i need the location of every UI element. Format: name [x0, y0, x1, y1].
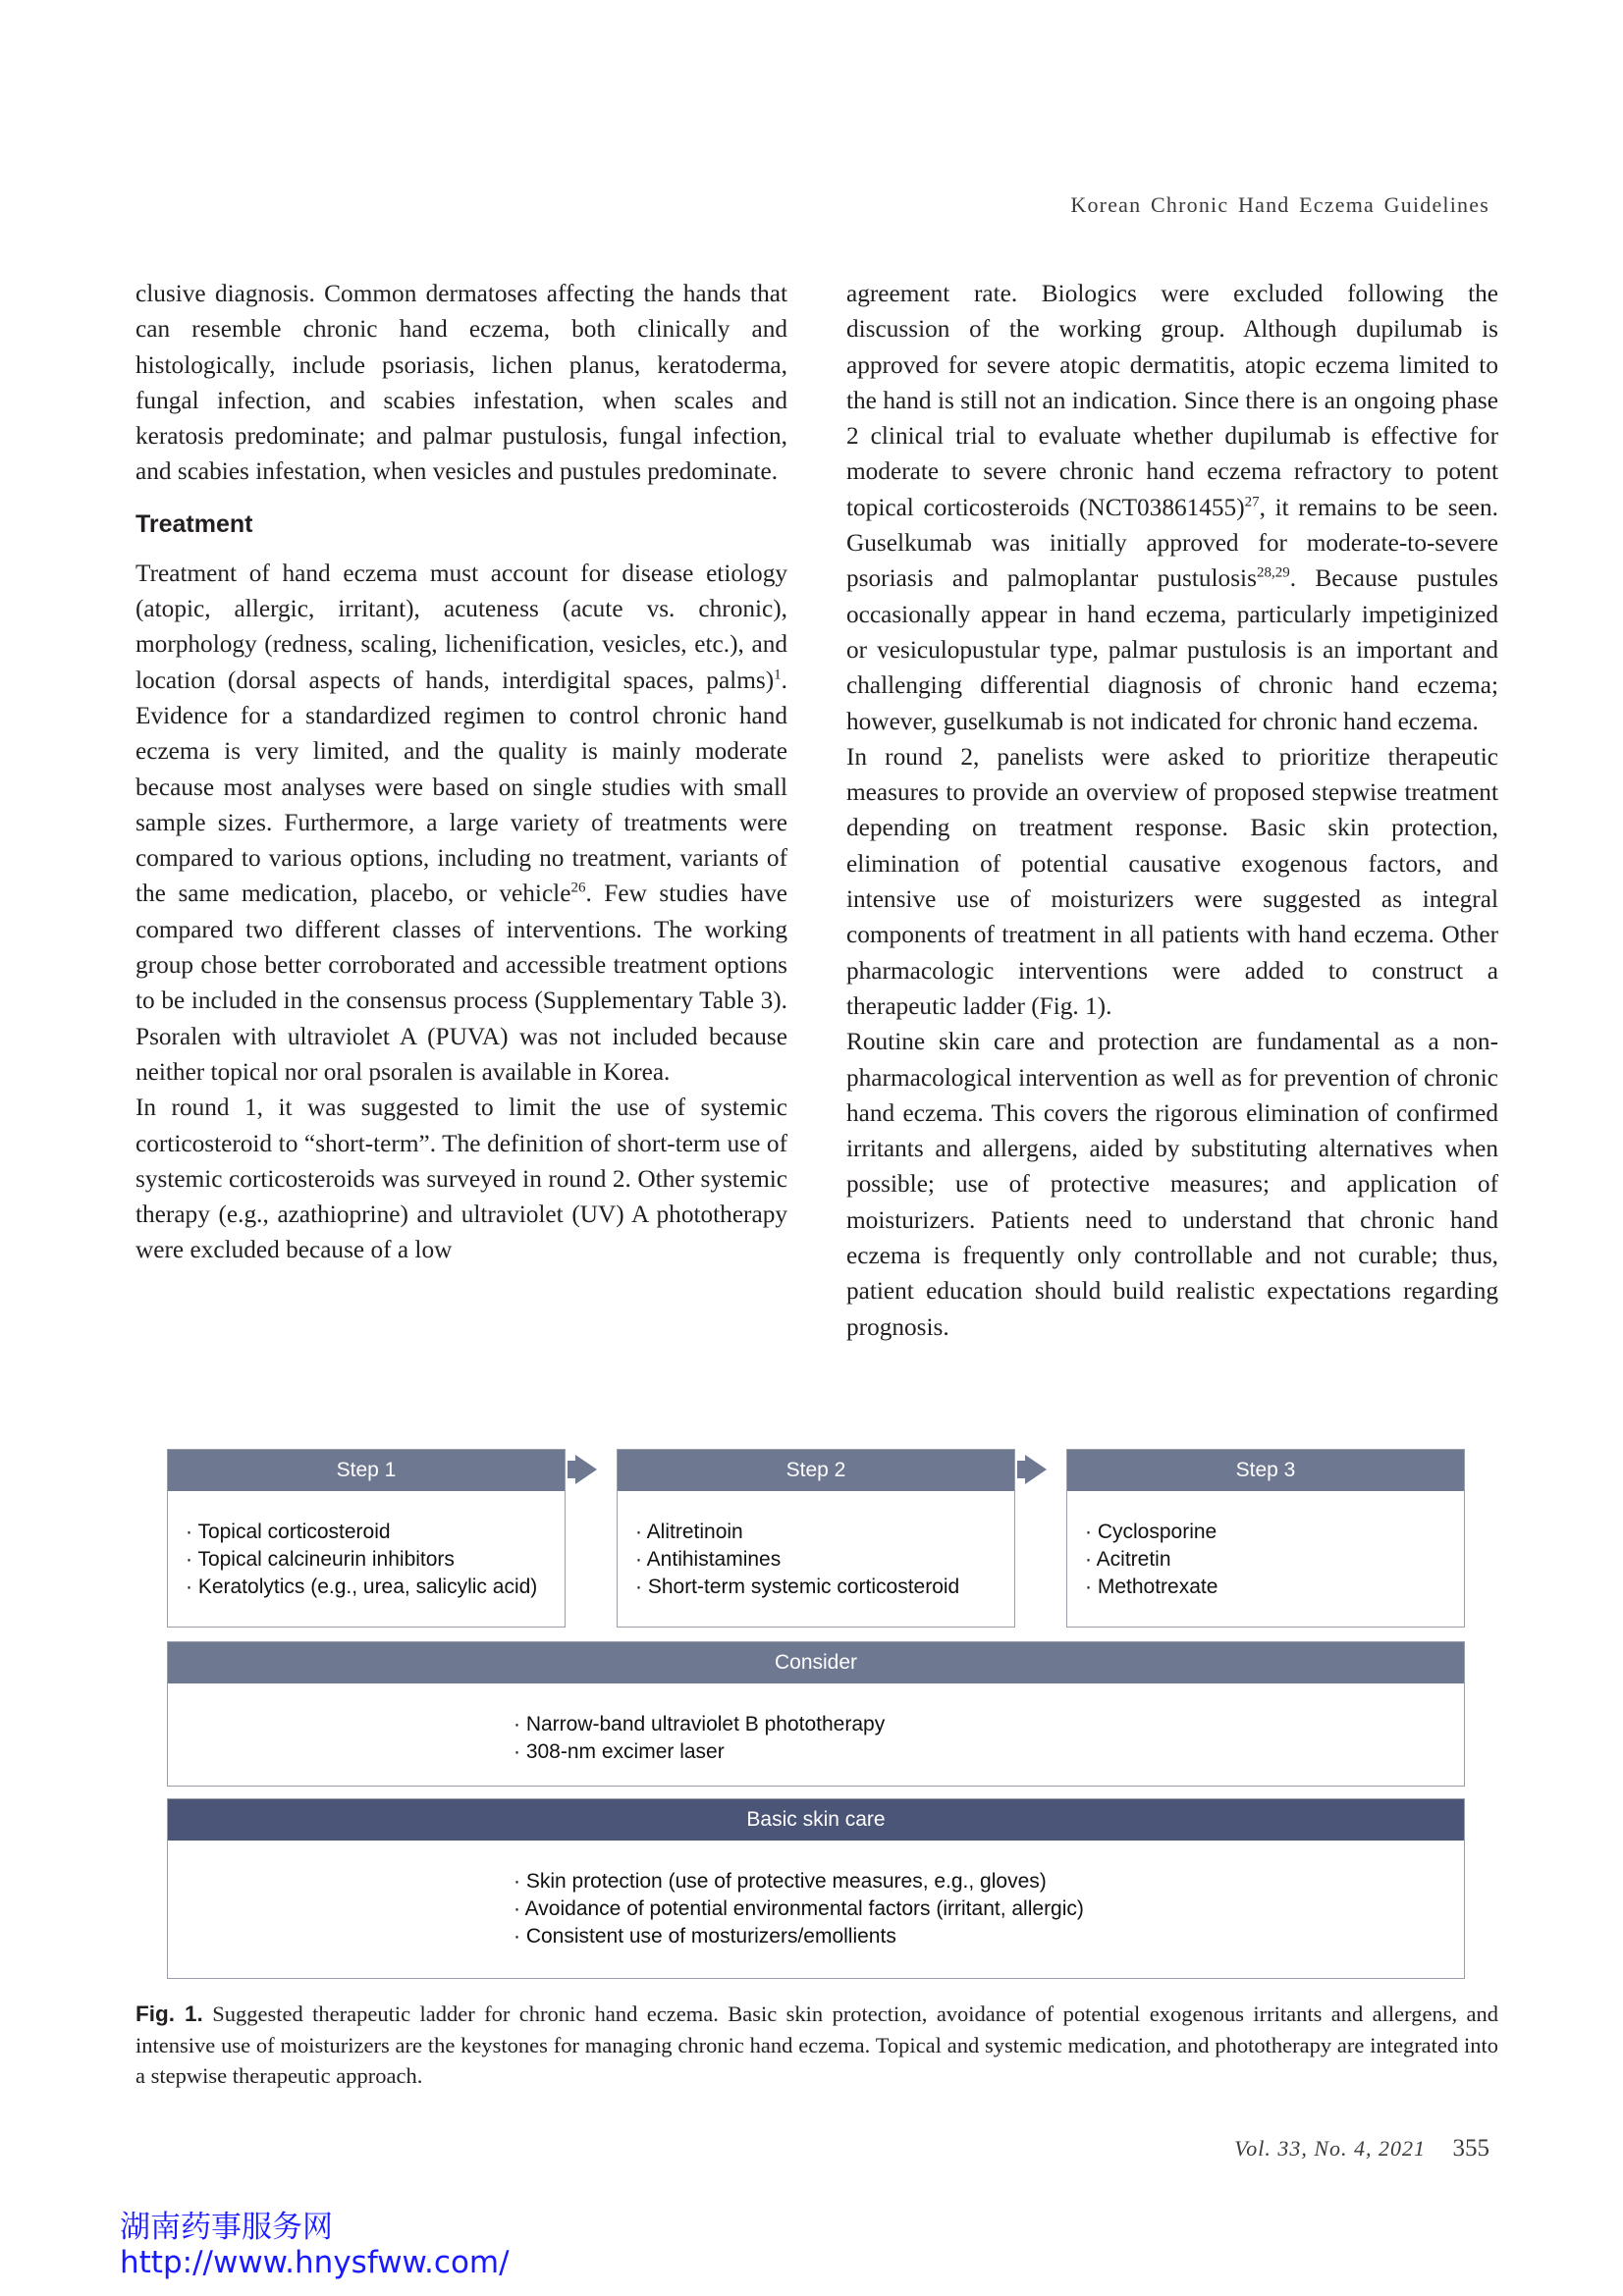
arrow-right-icon — [1025, 1455, 1047, 1484]
step-2-box — [617, 1449, 1015, 1628]
left-column — [135, 276, 787, 1268]
figure-label: Fig. 1. — [135, 2002, 203, 2026]
step-3-box — [1066, 1449, 1465, 1628]
step-1-header: Step 1 — [168, 1450, 565, 1491]
paragraph: In round 1, it was suggested to limit the use of systemic corticosteroid to “short-term”. The definition of short-term use of systemic corticosteroids was surveyed in round 2. Other systemic therapy (e.g., azathioprine) and ultraviolet (UV) A phototherapy were excluded because of a low — [135, 1094, 787, 1264]
citation-ref[interactable]: 26 — [570, 881, 586, 897]
paragraph: agreement rate. Biologics were excluded following the discussion of the working group. Although dupilumab is approved for severe atopic dermatitis, atopic eczema limited to the hand is still not an indication. Since there is an ongoing phase 2 clinical trial to evaluate whether dupilumab is effective for moderate to severe chronic hand eczema refractory to potent topical corticosteroids $(NCT03861455)^{27}$, it remains to be seen. Guselkumab was initially approved for moderate-to-severe psoriasis and palmoplantar pustulosis$^{28,29}$. Because pustules occasionally appear in hand eczema, particularly impetiginized or vesiculopustular type, palmar pustulosis is an important and challenging differential diagnosis of chronic hand eczema; however, guselkumab is not indicated for chronic hand eczema. — [846, 280, 1499, 735]
step-3-header: Step 3 — [1067, 1450, 1464, 1491]
paragraph: Routine skin care and protection are fundamental as a non-pharmacological intervention as well as for prevention of chronic hand eczema. This covers the rigorous elimination of confirmed irritants and allergens, aided by substituting alternatives when possible; use of protective measures; and application of moisturizers. Patients need to understand that chronic hand eczema is frequently only controllable and not curable; thus, patient education should build realistic expectations regarding prognosis. — [846, 1028, 1498, 1341]
list-item: · Keratolytics (e.g., urea, salicylic acid) — [186, 1574, 565, 1601]
step-2-header: Step 2 — [618, 1450, 1014, 1491]
paragraph: clusive diagnosis. Common dermatoses affecting the hands that can resemble chronic hand eczema, both clinically and histologically, include psoriasis, lichen planus, keratoderma, fungal infection, and scabies infestation, when scales and keratosis predominate; and palmar pustulosis, fungal infection, and scabies infestation, when vesicles and pustules predominate. — [135, 280, 787, 486]
step-1-box — [167, 1449, 566, 1628]
step-1-list — [168, 1491, 565, 1601]
list-item: · Skin protection (use of protective measures, e.g., gloves) — [514, 1868, 1464, 1896]
consider-list — [168, 1683, 1464, 1766]
list-item: · Narrow-band ultraviolet B phototherapy — [514, 1711, 1464, 1738]
list-item: · Antihistamines — [635, 1546, 1014, 1574]
page-footer — [1234, 2135, 1489, 2163]
running-head: Korean Chronic Hand Eczema Guidelines — [1070, 192, 1489, 217]
arrow-right-icon — [575, 1455, 597, 1484]
watermark-title: 湖南药事服务网 — [120, 2210, 333, 2245]
list-item: · Acitretin — [1085, 1546, 1464, 1574]
basic-skin-care-header: Basic skin care — [168, 1799, 1464, 1841]
paragraph: In round 2, panelists were asked to prioritize therapeutic measures to provide an overview of proposed stepwise treatment depending on treatment response. Basic skin protection, elimination of potential causative exogenous factors, and intensive use of moisturizers were suggested as integral components of treatment in all patients with hand eczema. Other pharmacologic interventions were added to construct a therapeutic ladder (Fig. 1). — [846, 742, 1498, 1020]
right-column — [846, 276, 1498, 1345]
list-item: · 308-nm excimer laser — [514, 1738, 1464, 1766]
paragraph: Treatment of hand eczema must account for disease etiology (atopic, allergic, irritant), acuteness (acute vs. chronic), morphology (redness, scaling, lichenification, vesicles, etc.), and location (dorsal aspects of hands, interdigital spaces, palms)$^1$. Evidence for a standardized regimen to control chronic hand eczema is very limited, and the quality is mainly moderate because most analyses were based on single studies with small sample sizes. Furthermore, a large variety of treatments were compared to various options, including no treatment, variants of the same medication, placebo, or vehicle$^{26}$. Few studies have compared two different classes of interventions. The working group chose better corroborated and accessible treatment options to be included in the consensus process (Supplementary Table 3). Psoralen with ultraviolet A (PUVA) was not included because neither topical nor oral psoralen is available in Korea. — [135, 559, 787, 1086]
list-item: · Consistent use of mosturizers/emollients — [514, 1923, 1464, 1950]
watermark — [120, 2210, 510, 2280]
basic-skin-care-list — [168, 1841, 1464, 1950]
step-2-list — [618, 1491, 1014, 1601]
list-item: · Methotrexate — [1085, 1574, 1464, 1601]
figure-caption — [135, 1999, 1498, 2092]
basic-skin-care-box — [167, 1798, 1465, 1979]
consider-box — [167, 1641, 1465, 1787]
page-number: 355 — [1452, 2135, 1489, 2162]
volume-info: Vol. 33, No. 4, 2021 — [1234, 2136, 1426, 2161]
citation-ref[interactable]: 27 — [1244, 494, 1260, 510]
list-item: · Cyclosporine — [1085, 1519, 1464, 1546]
caption-text: Suggested therapeutic ladder for chronic hand eczema. Basic skin protection, avoidance of potential exogenous irritants and allergens, and intensive use of moisturizers are the keystones for managing chronic hand eczema. Topical and systemic medication, and phototherapy are integrated into a stepwise therapeutic approach. — [135, 2002, 1498, 2088]
list-item: · Topical calcineurin inhibitors — [186, 1546, 565, 1574]
step-3-list — [1067, 1491, 1464, 1601]
citation-ref[interactable]: 1 — [774, 667, 782, 683]
citation-ref[interactable]: 28,29 — [1256, 564, 1290, 581]
section-heading-treatment: Treatment — [135, 509, 253, 538]
watermark-url-link[interactable]: http://www.hnysfww.com/ — [120, 2245, 510, 2280]
list-item: · Topical corticosteroid — [186, 1519, 565, 1546]
list-item: · Avoidance of potential environmental factors (irritant, allergic) — [514, 1896, 1464, 1923]
consider-header: Consider — [168, 1642, 1464, 1683]
list-item: · Alitretinoin — [635, 1519, 1014, 1546]
list-item: · Short-term systemic corticosteroid — [635, 1574, 1014, 1601]
